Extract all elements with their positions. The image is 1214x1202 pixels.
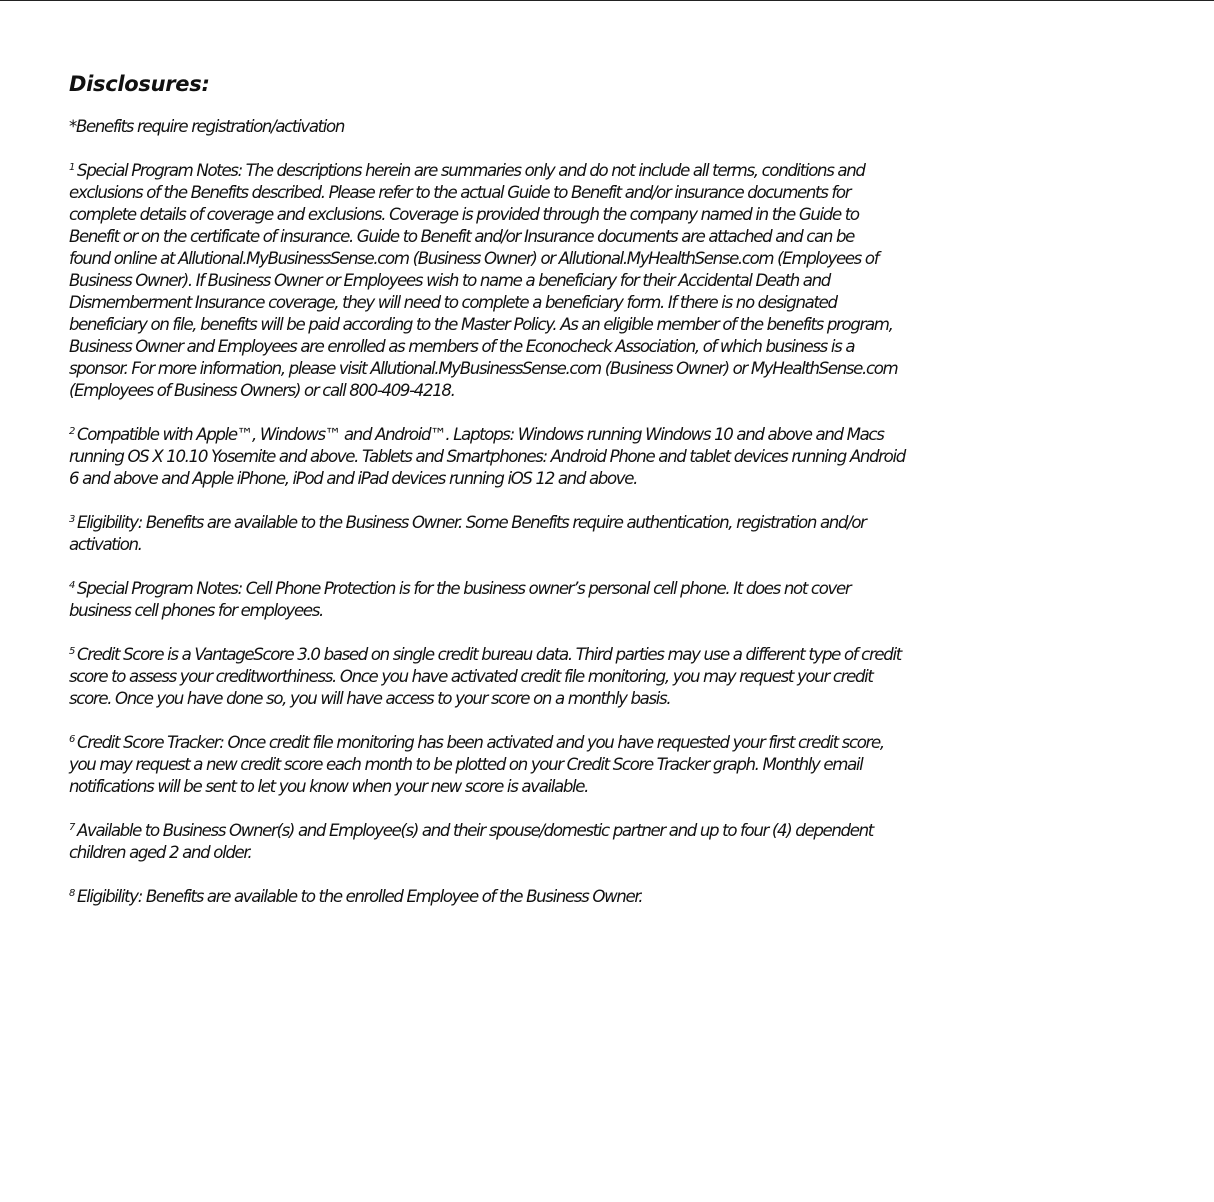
footnote-line: exclusions of the Benefits described. Please refer to the actual Guide to Benefit and/or insurance documents for — [69, 183, 851, 202]
footnote-line: children aged 2 and older. — [69, 843, 252, 862]
footnote-line: running OS X 10.10 Yosemite and above. Tablets and Smartphones: Android Phone and tablet devices running Android — [69, 447, 905, 466]
footnote-1 — [69, 160, 1179, 402]
footnote-line: (Employees of Business Owners) or call 800-409-4218. — [69, 381, 455, 400]
footnote-marker: 2 — [69, 426, 75, 437]
footnote-5 — [69, 644, 1179, 710]
disclosures-document — [69, 70, 1179, 930]
footnote-3 — [69, 512, 1179, 556]
footnote-7 — [69, 820, 1179, 864]
footnote-line: beneficiary on file, benefits will be paid according to the Master Policy. As an eligible member of the benefits program, — [69, 315, 893, 334]
footnote-line: found online at Allutional.MyBusinessSense.com (Business Owner) or Allutional.MyHealthSense.com (Employees of — [69, 249, 879, 268]
top-border-line — [0, 0, 1214, 1]
footnote-marker: 5 — [69, 646, 75, 657]
benefits-registration-note — [69, 116, 1179, 138]
footnote-6 — [69, 732, 1179, 798]
footnote-line: activation. — [69, 535, 142, 554]
footnote-line: sponsor. For more information, please visit Allutional.MyBusinessSense.com (Business Owner) or MyHealthSense.com — [69, 359, 898, 378]
footnote-line: Compatible with Apple™, Windows™ and Android™. Laptops: Windows running Windows 10 and above and Macs — [77, 425, 884, 444]
footnote-marker: 4 — [69, 580, 75, 591]
footnote-marker: 3 — [69, 514, 75, 525]
footnote-marker: 7 — [69, 822, 75, 833]
footnote-line: score to assess your creditworthiness. Once you have activated credit file monitoring, you may request your credit — [69, 667, 873, 686]
footnote-line: complete details of coverage and exclusions. Coverage is provided through the company named in the Guide to — [69, 205, 859, 224]
footnote-8 — [69, 886, 1179, 908]
footnote-line: 6 and above and Apple iPhone, iPod and iPad devices running iOS 12 and above. — [69, 469, 638, 488]
footnote-line: Business Owner). If Business Owner or Employees wish to name a beneficiary for their Accidental Death and — [69, 271, 830, 290]
footnote-line: business cell phones for employees. — [69, 601, 323, 620]
footnote-line: you may request a new credit score each month to be plotted on your Credit Score Tracker graph. Monthly email — [69, 755, 863, 774]
footnote-line: Special Program Notes: The descriptions herein are summaries only and do not include all terms, conditions and — [77, 161, 865, 180]
intro-line: *Benefits require registration/activation — [69, 117, 345, 136]
footnote-line: Dismemberment Insurance coverage, they will need to complete a beneficiary form. If there is no designated — [69, 293, 837, 312]
footnote-marker: 6 — [69, 734, 75, 745]
footnote-line: notifications will be sent to let you know when your new score is available. — [69, 777, 589, 796]
footnote-2 — [69, 424, 1179, 490]
footnote-line: Benefit or on the certificate of insurance. Guide to Benefit and/or Insurance documents are attached and can be — [69, 227, 855, 246]
footnote-line: Credit Score is a VantageScore 3.0 based on single credit bureau data. Third parties may use a different type of credit — [77, 645, 901, 664]
footnote-marker: 1 — [69, 162, 75, 173]
footnote-line: score. Once you have done so, you will have access to your score on a monthly basis. — [69, 689, 671, 708]
footnote-line: Eligibility: Benefits are available to the enrolled Employee of the Business Owner. — [77, 887, 643, 906]
footnote-line: Available to Business Owner(s) and Employee(s) and their spouse/domestic partner and up to four (4) dependent — [77, 821, 873, 840]
footnote-line: Business Owner and Employees are enrolled as members of the Econocheck Association, of which business is a — [69, 337, 855, 356]
footnote-line: Credit Score Tracker: Once credit file monitoring has been activated and you have requested your first credit score, — [77, 733, 884, 752]
disclosures-heading: Disclosures: — [69, 72, 210, 96]
footnote-marker: 8 — [69, 888, 75, 899]
footnote-4 — [69, 578, 1179, 622]
footnote-line: Special Program Notes: Cell Phone Protection is for the business owner’s personal cell phone. It does not cover — [77, 579, 851, 598]
footnote-line: Eligibility: Benefits are available to the Business Owner. Some Benefits require authentication, registration and/or — [77, 513, 866, 532]
